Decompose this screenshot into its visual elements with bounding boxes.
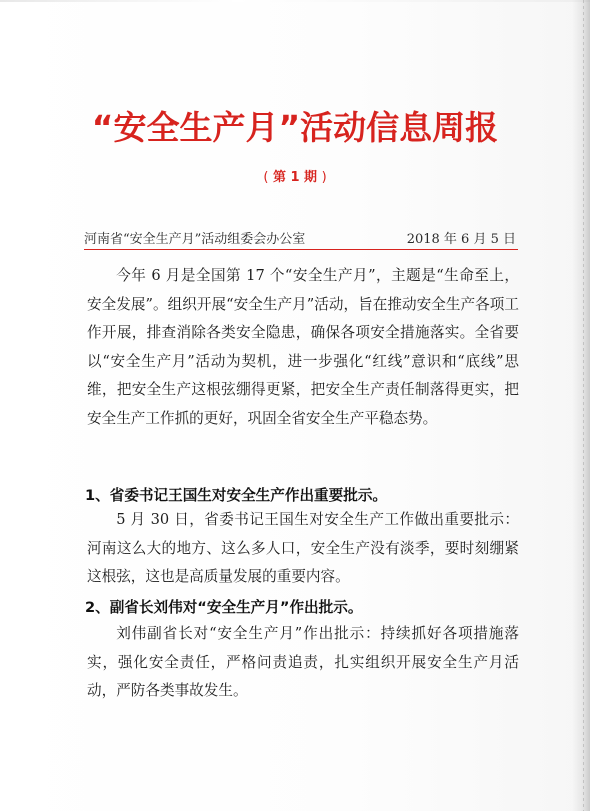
scan-top-edge [0,0,590,2]
bulletin-title: “安全生产月”活动信息周报 [91,108,499,147]
intro-paragraph: 今年 6 月是全国第 17 个“安全生产月”，主题是“生命至上，安全发展”。组织开展“安全生产月”活动，旨在推动安全生产各项工作开展，排查消除各类安全隐患，确保各项安全措施落实。全省要以“安全生产月”活动为契机，进一步强化“红线”意识和“底线”思维，把安全生产这根弦绷得更紧，把安全生产责任制落得更实，把安全生产工作抓的更好，巩固全省安全生产平稳态势。 [87,267,519,427]
issue-number [0,166,590,185]
issue-label: 第 1 期 [272,170,318,185]
header-divider [84,249,518,250]
issuing-organization: 河南省“安全生产月”活动组委会办公室 [84,232,306,247]
section-1-body: 5 月 30 日，省委书记王国生对安全生产工作做出重要批示：河南这么大的地方、这么多人口，安全生产没有淡季，要时刻绷紧这根弦，这也是高质量发展的重要内容。 [87,511,519,585]
issue-close-paren: ) [321,170,327,185]
section-2-heading: 2、副省长刘伟对“安全生产月”作出批示。 [85,599,363,616]
issuer-line [84,228,516,247]
section-2-body: 刘伟副省长对“安全生产月”作出批示：持续抓好各项措施落实，强化安全责任，严格问责追责，扎实组织开展安全生产月活动，严防各类事故发生。 [87,625,519,699]
issue-open-paren: ( [263,170,269,185]
issue-date: 2018 年 6 月 5 日 [406,232,516,247]
section-1-heading: 1、省委书记王国生对安全生产作出重要批示。 [85,487,388,504]
